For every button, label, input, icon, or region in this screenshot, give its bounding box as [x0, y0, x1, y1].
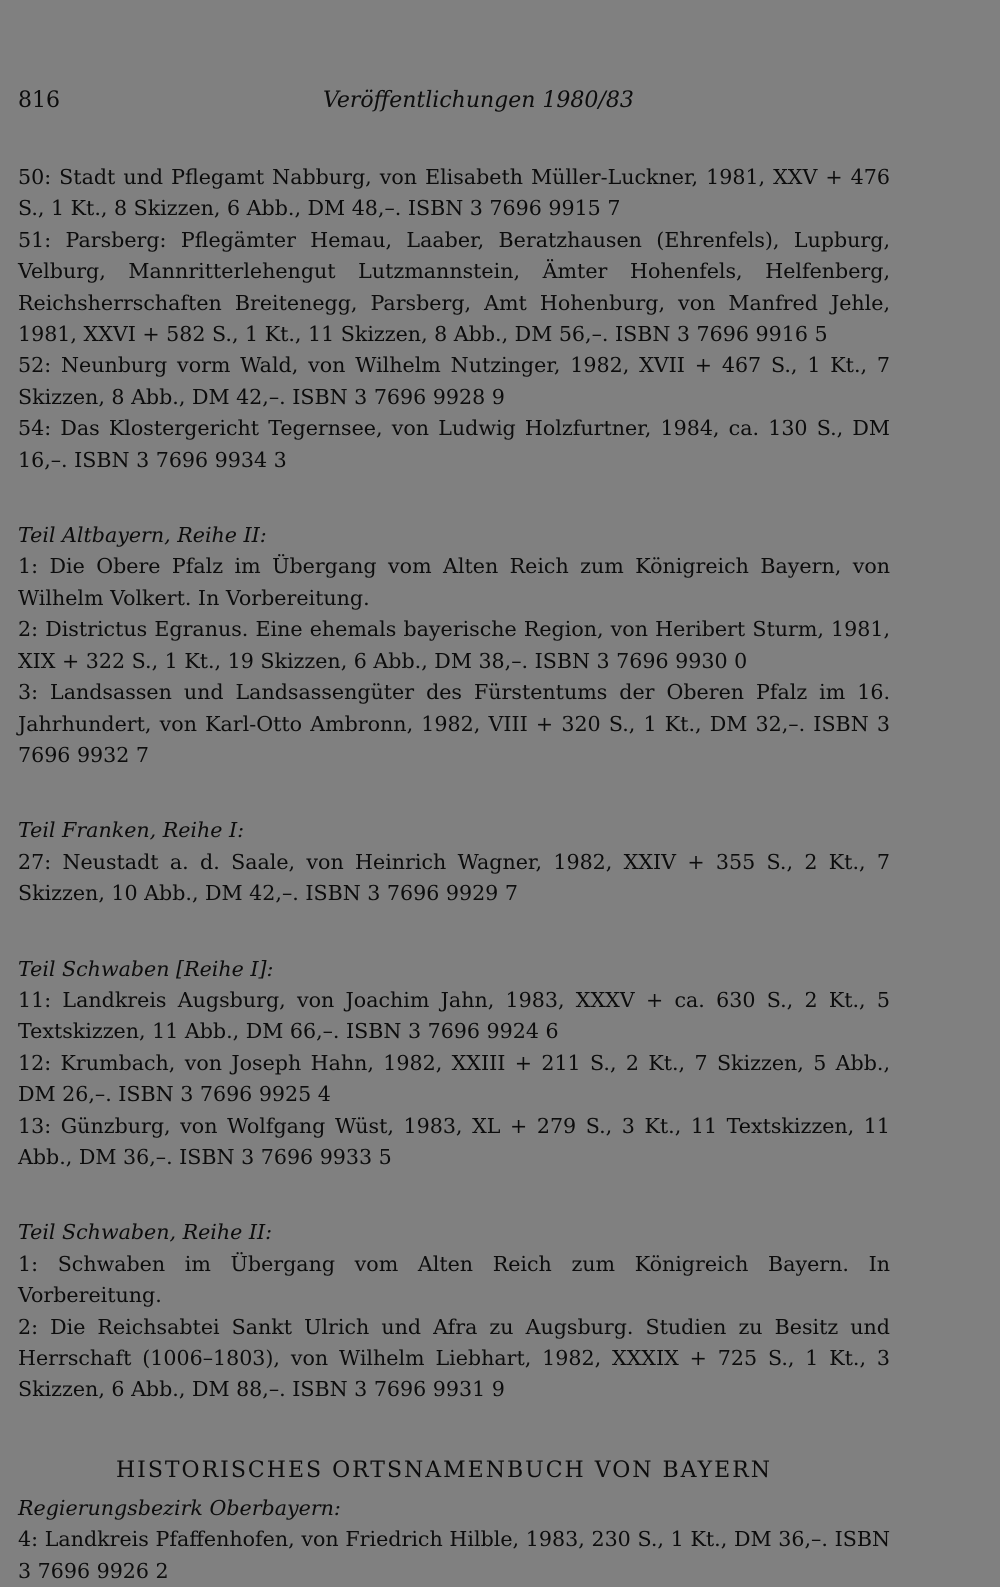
entry-27: 27: Neustadt a. d. Saale, von Heinrich Wagner, 1982, XXIV + 355 S., 2 Kt., 7 Skizzen, 10 Abb., DM 42,–. ISBN 3 7696 9929 7	[18, 849, 890, 906]
section-altbayern-reihe-2	[18, 520, 890, 771]
section-schwaben-reihe-2	[18, 1217, 890, 1405]
running-head	[18, 88, 890, 124]
section-altbayern-reihe-1-continued	[18, 162, 890, 476]
entry-13: 13: Günzburg, von Wolfgang Wüst, 1983, XL + 279 S., 3 Kt., 11 Textskizzen, 11 Abb., DM 36,–. ISBN 3 7696 9933 5	[18, 1113, 890, 1169]
entry-1: 1: Die Obere Pfalz im Übergang vom Alten Reich zum Königreich Bayern, von Wilhelm Volkert. In Vorbereitung.	[18, 554, 890, 610]
section-heading: Teil Schwaben [Reihe I]:	[18, 956, 274, 981]
entry-11: 11: Landkreis Augsburg, von Joachim Jahn, 1983, XXXV + ca. 630 S., 2 Kt., 5 Textskizzen, 11 Abb., DM 66,–. ISBN 3 7696 9924 6	[18, 987, 890, 1044]
entry-50: 50: Stadt und Pflegamt Nabburg, von Elisabeth Müller-Luckner, 1981, XXV + 476 S., 1 Kt., 8 Skizzen, 6 Abb., DM 48,–. ISBN 3 7696 9915 7	[18, 165, 890, 221]
entry-12: 12: Krumbach, von Joseph Hahn, 1982, XXIII + 211 S., 2 Kt., 7 Skizzen, 5 Abb., DM 26,–. ISBN 3 7696 9925 4	[18, 1050, 890, 1107]
entry-2: 2: Die Reichsabtei Sankt Ulrich und Afra zu Augsburg. Studien zu Besitz und Herrschaft (1006–1803), von Wilhelm Liebhart, 1982, XXXIX + 725 S., 1 Kt., 3 Skizzen, 6 Abb., DM 88,–. ISBN 3 7696 9931 9	[18, 1314, 890, 1402]
entry-54: 54: Das Klostergericht Tegernsee, von Ludwig Holzfurtner, 1984, ca. 130 S., DM 16,–. ISBN 3 7696 9934 3	[18, 416, 890, 472]
section-schwaben-reihe-1	[18, 954, 890, 1174]
entry-4: 4: Landkreis Pfaffenhofen, von Friedrich Hilble, 1983, 230 S., 1 Kt., DM 36,–. ISBN 3 7696 9926 2	[18, 1527, 890, 1583]
section-heading: Teil Altbayern, Reihe II:	[18, 523, 267, 548]
page-number: 816	[18, 88, 60, 113]
running-title: Veröffentlichungen 1980/83	[323, 88, 634, 113]
series-title: HISTORISCHES ORTSNAMENBUCH VON BAYERN	[115, 1457, 773, 1483]
region-heading: Regierungsbezirk Oberbayern:	[18, 1495, 341, 1520]
section-franken-reihe-1	[18, 815, 890, 909]
book-page	[18, 88, 890, 1587]
entry-52: 52: Neunburg vorm Wald, von Wilhelm Nutzinger, 1982, XVII + 467 S., 1 Kt., 7 Skizzen, 8 Abb., DM 42,–. ISBN 3 7696 9928 9	[18, 353, 890, 409]
section-heading: Teil Franken, Reihe I:	[18, 818, 245, 843]
entry-1: 1: Schwaben im Übergang vom Alten Reich zum Königreich Bayern. In Vorbereitung.	[18, 1251, 890, 1308]
section-heading: Teil Schwaben, Reihe II:	[18, 1220, 273, 1245]
section-ortsnamenbuch	[18, 1458, 890, 1587]
entry-51: 51: Parsberg: Pflegämter Hemau, Laaber, Beratzhausen (Ehrenfels), Lupburg, Velburg, Mannritterlehengut Lutzmannstein, Ämter Hohenfels, Helfenberg, Reichsherrschaften Breitenegg, Parsberg, Amt Hohenburg, von Manfred Jehle, 1981, XXVI + 582 S., 1 Kt., 11 Skizzen, 8 Abb., DM 56,–. ISBN 3 7696 9916 5	[18, 227, 890, 347]
entry-3: 3: Landsassen und Landsassengüter des Fürstentums der Oberen Pfalz im 16. Jahrhundert, von Karl-Otto Ambronn, 1982, VIII + 320 S., 1 Kt., DM 32,–. ISBN 3 7696 9932 7	[18, 680, 890, 767]
entry-2: 2: Districtus Egranus. Eine ehemals bayerische Region, von Heribert Sturm, 1981, XIX + 322 S., 1 Kt., 19 Skizzen, 6 Abb., DM 38,–. ISBN 3 7696 9930 0	[18, 617, 890, 673]
